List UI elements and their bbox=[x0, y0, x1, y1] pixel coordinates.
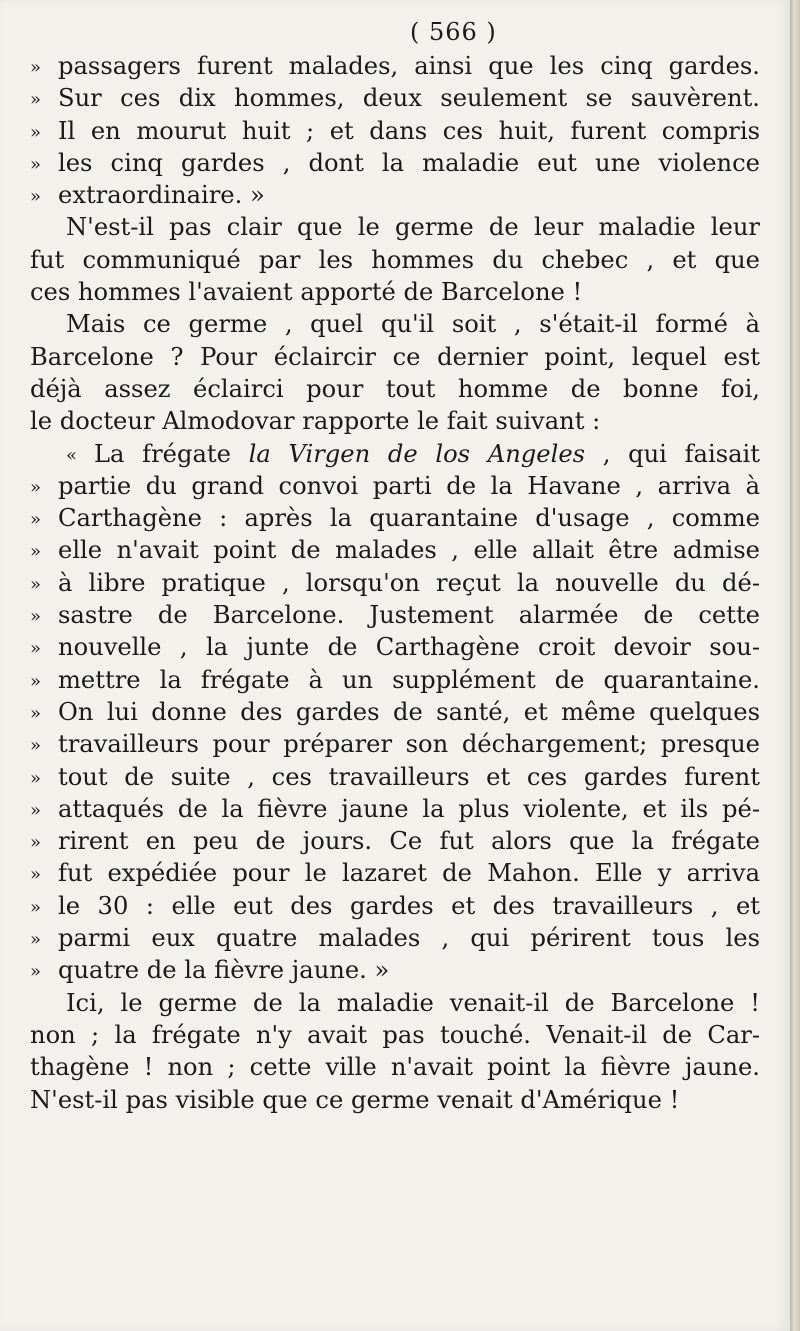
line-text: le 30 : elle eut des gardes et des travailleurs , et bbox=[58, 891, 760, 920]
line-text: non ; la frégate n'y avait pas touché. Venait-il de Car- bbox=[30, 1020, 760, 1049]
line-text: Barcelone ? Pour éclaircir ce dernier point, lequel est bbox=[30, 342, 760, 371]
quote-mark: » bbox=[30, 735, 42, 757]
line-text: N'est-il pas visible que ce germe venait d'Amérique ! bbox=[30, 1085, 680, 1114]
quote-mark: » bbox=[30, 606, 42, 628]
quote-mark: » bbox=[30, 186, 42, 208]
line-text: extraordinaire. » bbox=[58, 181, 265, 210]
line-text: à libre pratique , lorsqu'on reçut la nouvelle du dé- bbox=[58, 568, 760, 597]
text-line bbox=[30, 373, 760, 405]
text-line bbox=[30, 857, 760, 889]
quote-mark: » bbox=[30, 929, 42, 951]
text-line bbox=[30, 1084, 760, 1116]
line-text: Il en mourut huit ; et dans ces huit, furent compris bbox=[58, 116, 760, 145]
line-text: On lui donne des gardes de santé, et même quelques bbox=[58, 697, 760, 726]
line-text: Sur ces dix hommes, deux seulement se sauvèrent. bbox=[58, 84, 760, 113]
text-line bbox=[30, 341, 760, 373]
text-line bbox=[30, 922, 760, 954]
text-line bbox=[30, 696, 760, 728]
text-line bbox=[30, 308, 760, 340]
quote-mark: » bbox=[30, 799, 42, 821]
quote-mark: » bbox=[30, 153, 42, 175]
line-text: passagers furent malades, ainsi que les cinq gardes. bbox=[58, 52, 760, 80]
line-text: partie du grand convoi parti de la Havane , arriva à bbox=[58, 471, 760, 500]
text-line bbox=[30, 954, 760, 986]
line-text: fut expédiée pour le lazaret de Mahon. Elle y arriva bbox=[58, 859, 760, 888]
line-text: rirent en peu de jours. Ce fut alors que la frégate bbox=[58, 827, 760, 856]
quote-mark: » bbox=[30, 896, 42, 918]
text-line bbox=[30, 987, 760, 1019]
quote-mark: » bbox=[30, 541, 42, 563]
text-line bbox=[30, 502, 760, 534]
line-text: mettre la frégate à un supplément de quarantaine. bbox=[58, 665, 760, 694]
line-text: Ici, le germe de la maladie venait-il de Barcelone ! bbox=[66, 988, 760, 1017]
line-text: nouvelle , la junte de Carthagène croit devoir sou- bbox=[58, 633, 760, 662]
text-line bbox=[30, 438, 760, 470]
line-text: La frégate bbox=[94, 439, 249, 468]
ship-name: la Virgen de los Angeles bbox=[248, 439, 586, 468]
text-line bbox=[30, 244, 760, 276]
text-line bbox=[30, 1019, 760, 1051]
quote-mark: » bbox=[30, 509, 42, 531]
quote-mark: » bbox=[30, 573, 42, 595]
line-text: attaqués de la fièvre jaune la plus violente, et ils pé- bbox=[58, 794, 760, 823]
line-text: déjà assez éclairci pour tout homme de bonne foi, bbox=[30, 374, 760, 403]
page-number: ( 566 ) bbox=[410, 18, 497, 46]
line-text-continued: , qui faisait bbox=[585, 439, 760, 468]
line-text: ces hommes l'avaient apporté de Barcelone ! bbox=[30, 278, 583, 307]
line-text: N'est-il pas clair que le germe de leur maladie leur bbox=[66, 213, 760, 242]
text-line bbox=[30, 82, 760, 114]
text-line bbox=[30, 276, 760, 308]
text-line bbox=[30, 793, 760, 825]
line-text: Mais ce germe , quel qu'il soit , s'était-il formé à bbox=[66, 310, 760, 339]
text-line bbox=[30, 1051, 760, 1083]
text-line bbox=[30, 567, 760, 599]
line-text: elle n'avait point de malades , elle allait être admise bbox=[58, 536, 760, 565]
text-line bbox=[30, 728, 760, 760]
line-text: sastre de Barcelone. Justement alarmée de cette bbox=[58, 601, 760, 630]
text-line bbox=[30, 147, 760, 179]
quote-mark: » bbox=[30, 670, 42, 692]
page-edge bbox=[790, 0, 800, 1331]
line-text: thagène ! non ; cette ville n'avait point la fièvre jaune. bbox=[30, 1053, 760, 1082]
text-line bbox=[30, 599, 760, 631]
text-line bbox=[30, 470, 760, 502]
text-line bbox=[30, 761, 760, 793]
line-text: les cinq gardes , dont la maladie eut une violence bbox=[58, 148, 760, 177]
line-text: fut communiqué par les hommes du chebec , et que bbox=[30, 245, 760, 274]
quote-mark: » bbox=[30, 89, 42, 111]
text-line bbox=[30, 211, 760, 243]
quote-mark: » bbox=[30, 961, 42, 983]
quote-mark: » bbox=[30, 638, 42, 660]
line-text: parmi eux quatre malades , qui périrent tous les bbox=[58, 924, 760, 953]
text-line bbox=[30, 631, 760, 663]
quote-mark: « bbox=[66, 444, 78, 466]
text-line bbox=[30, 115, 760, 147]
text-line bbox=[30, 50, 760, 82]
quote-mark: » bbox=[30, 864, 42, 886]
line-text: tout de suite , ces travailleurs et ces gardes furent bbox=[58, 762, 760, 791]
quote-mark: » bbox=[30, 57, 42, 78]
text-line bbox=[30, 664, 760, 696]
body-text bbox=[30, 50, 760, 1116]
quote-mark: » bbox=[30, 702, 42, 724]
text-line bbox=[30, 890, 760, 922]
text-line bbox=[30, 179, 760, 211]
quote-mark: » bbox=[30, 121, 42, 143]
line-text: Carthagène : après la quarantaine d'usage , comme bbox=[58, 504, 760, 533]
quote-mark: » bbox=[30, 832, 42, 854]
line-text: travailleurs pour préparer son déchargement; presque bbox=[58, 730, 760, 759]
quote-mark: » bbox=[30, 476, 42, 498]
text-line bbox=[30, 825, 760, 857]
quote-mark: » bbox=[30, 767, 42, 789]
text-line bbox=[30, 534, 760, 566]
line-text: quatre de la fièvre jaune. » bbox=[58, 956, 390, 985]
text-line bbox=[30, 405, 760, 437]
line-text: le docteur Almodovar rapporte le fait suivant : bbox=[30, 407, 601, 436]
